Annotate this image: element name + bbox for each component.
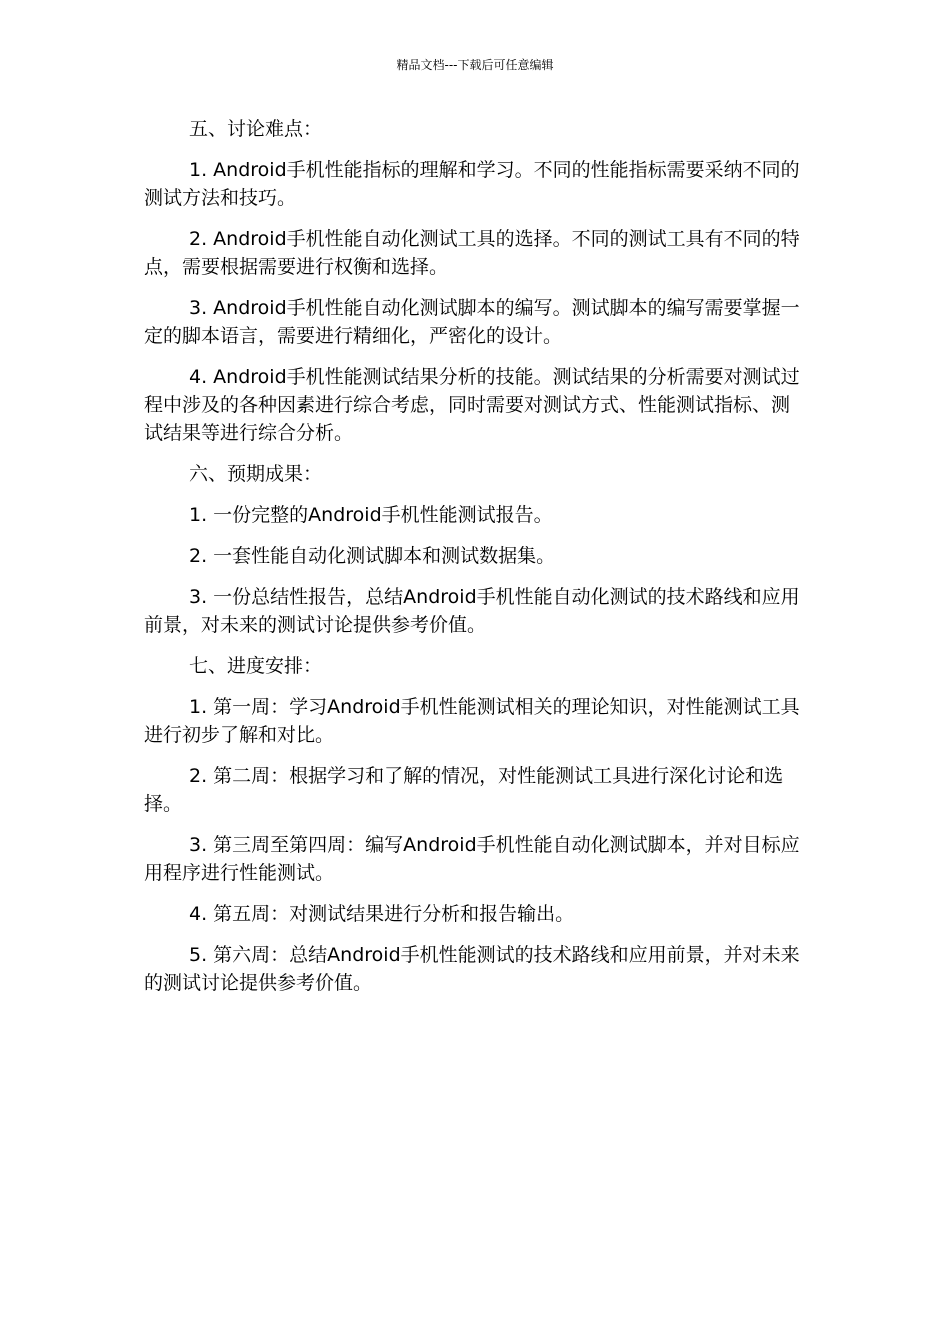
section-heading-schedule: 七、进度安排： — [189, 655, 323, 677]
list-item: 2. 第二周：根据学习和了解的情况，对性能测试工具进行深化讨论和选择。 — [144, 765, 784, 815]
list-item: 4. 第五周：对测试结果进行分析和报告输出。 — [189, 903, 575, 925]
list-item: 2. 一套性能自动化测试脚本和测试数据集。 — [189, 545, 556, 567]
list-item: 3. 一份总结性报告，总结Android手机性能自动化测试的技术路线和应用前景，对未来的测试讨论提供参考价值。 — [144, 586, 800, 636]
document-body — [144, 115, 808, 1010]
page-header: 精品文档---下载后可任意编辑 — [396, 58, 554, 72]
list-item: 1. 第一周：学习Android手机性能测试相关的理论知识，对性能测试工具进行初步了解和对比。 — [144, 696, 800, 746]
list-item: 1. 一份完整的Android手机性能测试报告。 — [189, 504, 553, 526]
list-item: 5. 第六周：总结Android手机性能测试的技术路线和应用前景，并对未来的测试讨论提供参考价值。 — [144, 944, 800, 994]
list-item: 2. Android手机性能自动化测试工具的选择。不同的测试工具有不同的特点，需要根据需要进行权衡和选择。 — [144, 228, 800, 278]
list-item: 3. 第三周至第四周：编写Android手机性能自动化测试脚本，并对目标应用程序进行性能测试。 — [144, 834, 800, 884]
list-item: 1. Android手机性能指标的理解和学习。不同的性能指标需要采纳不同的测试方法和技巧。 — [144, 159, 800, 209]
section-heading-expected-results: 六、预期成果： — [189, 463, 323, 485]
list-item: 4. Android手机性能测试结果分析的技能。测试结果的分析需要对测试过程中涉及的各种因素进行综合考虑，同时需要对测试方式、性能测试指标、测试结果等进行综合分析。 — [144, 366, 800, 444]
list-item: 3. Android手机性能自动化测试脚本的编写。测试脚本的编写需要掌握一定的脚本语言，需要进行精细化，严密化的设计。 — [144, 297, 800, 347]
section-heading-difficulties: 五、讨论难点： — [189, 118, 323, 140]
